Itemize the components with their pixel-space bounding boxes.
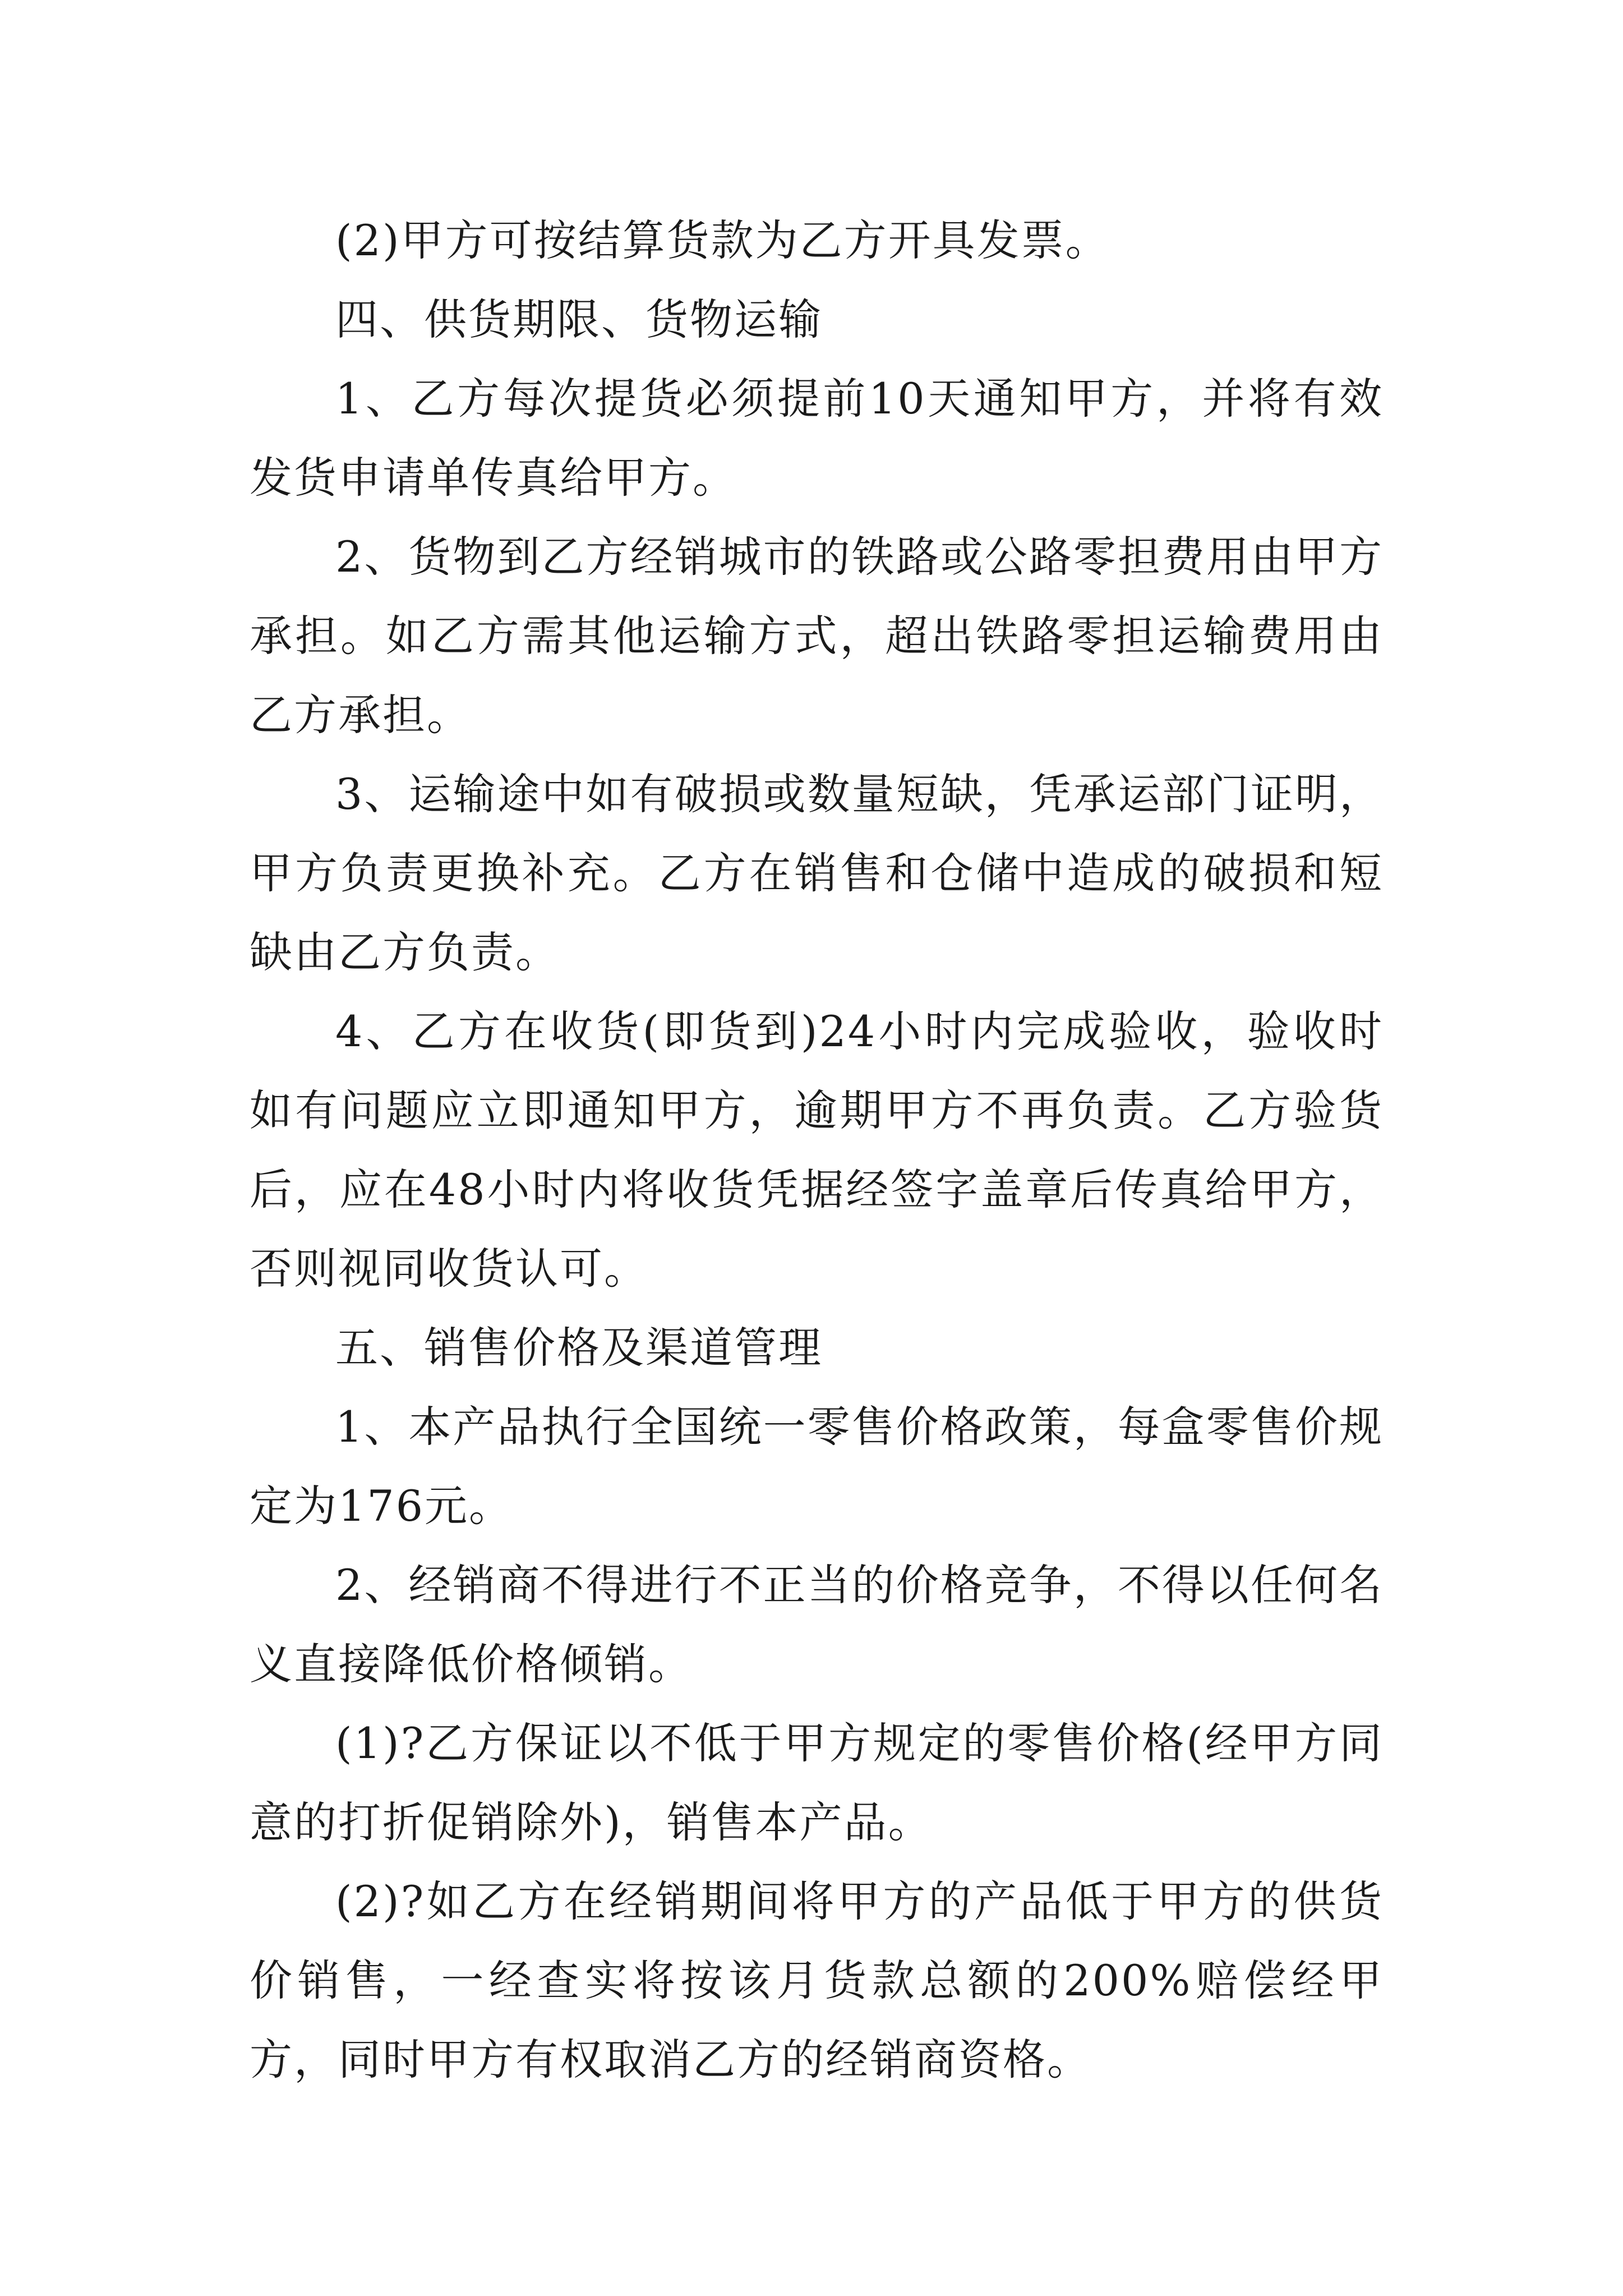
- paragraph-delivery-4: 4、乙方在收货(即货到)24小时内完成验收，验收时如有问题应立即通知甲方，逾期甲方不再负责。乙方验货后，应在48小时内将收货凭据经签字盖章后传真给甲方，否则视同收货认可。: [250, 1006, 1384, 1294]
- paragraph-pricing-2-2: (2)?如乙方在经销期间将甲方的产品低于甲方的供货价销售，一经查实将按该月货款总额的200%赔偿经甲方，同时甲方有权取消乙方的经销商资格。: [250, 1876, 1384, 2085]
- paragraph-invoice: (2)甲方可按结算货款为乙方开具发票。: [335, 215, 1110, 265]
- paragraph-pricing-2-1: (1)?乙方保证以不低于甲方规定的零售价格(经甲方同意的打折促销除外)，销售本产品。: [250, 1718, 1384, 1847]
- document-body: [250, 201, 1384, 2099]
- paragraph-delivery-1: 1、乙方每次提货必须提前10天通知甲方，并将有效发货申请单传真给甲方。: [250, 374, 1384, 503]
- paragraph-pricing-1: 1、本产品执行全国统一零售价格政策，每盒零售价规定为176元。: [250, 1402, 1384, 1531]
- section-heading-pricing: 五、销售价格及渠道管理: [335, 1323, 823, 1373]
- section-heading-delivery: 四、供货期限、货物运输: [335, 295, 823, 344]
- paragraph-pricing-2: 2、经销商不得进行不正当的价格竞争，不得以任何名义直接降低价格倾销。: [250, 1560, 1384, 1689]
- paragraph-delivery-3: 3、运输途中如有破损或数量短缺，凭承运部门证明，甲方负责更换补充。乙方在销售和仓储中造成的破损和短缺由乙方负责。: [250, 769, 1384, 977]
- paragraph-delivery-2: 2、货物到乙方经销城市的铁路或公路零担费用由甲方承担。如乙方需其他运输方式，超出铁路零担运输费用由乙方承担。: [250, 532, 1384, 740]
